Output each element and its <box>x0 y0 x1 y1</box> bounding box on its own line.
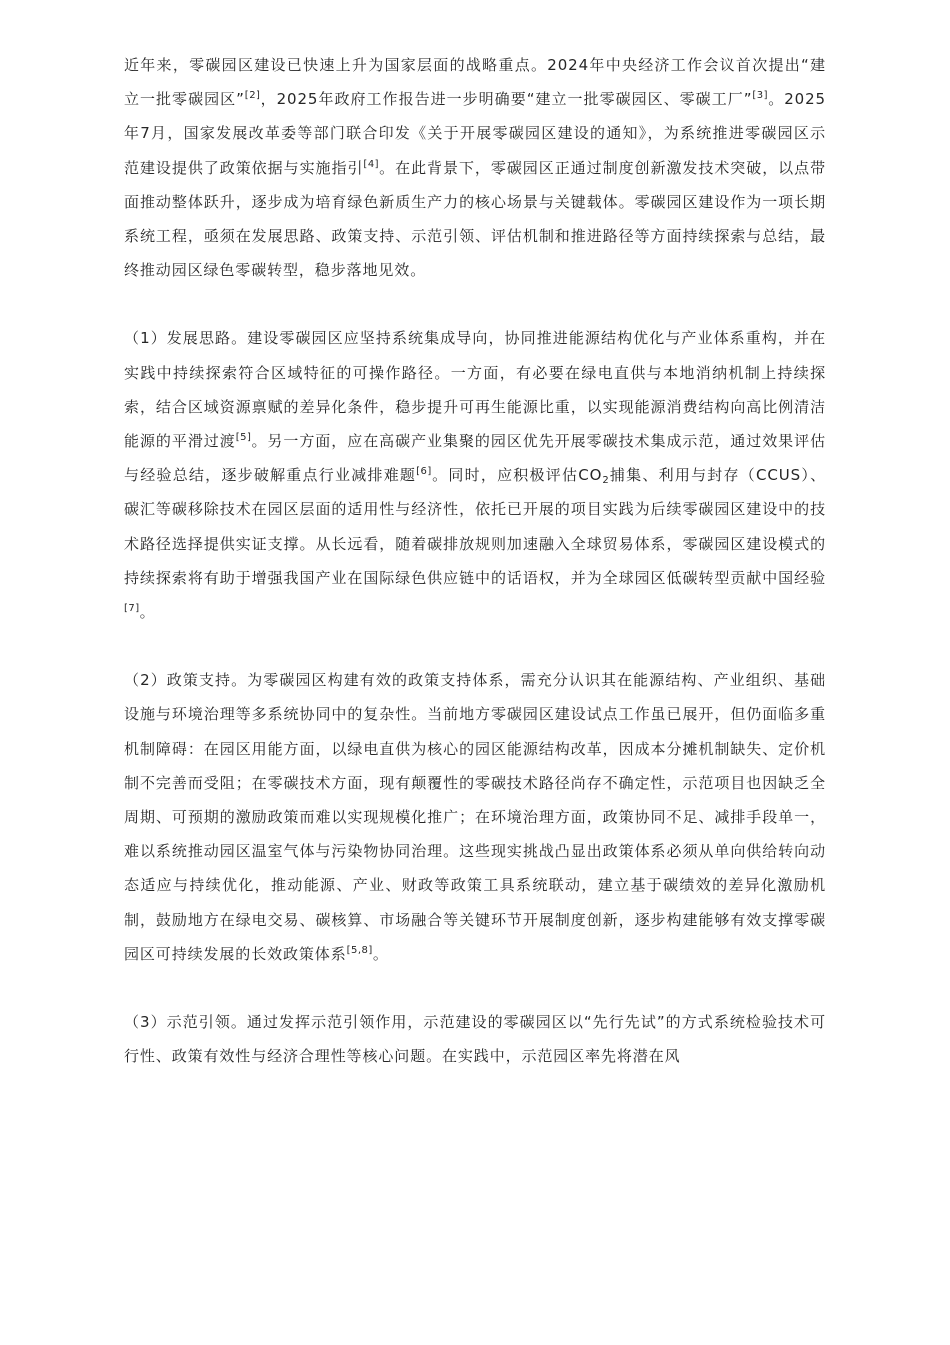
text-run: 。另一方面，应在高碳产业集聚的园区优先开展零碳技术集成示范，通过效果评估与经验总结，逐步破解重点行业减排难题 <box>124 432 826 485</box>
text-run: 近年来，零碳园区建设已快速上升为国家层面的战略重点。2024年中央经济工作会议首次提出“建立一批零碳园区” <box>124 56 826 109</box>
text-run: （3）示范引领。通过发挥示范引领作用，示范建设的零碳园区以“先行先试”的方式系统检验技术可行性、政策有效性与经济合理性等核心问题。在实践中，示范园区率先将潜在风 <box>124 1013 826 1066</box>
citation-ref: [5] <box>235 432 252 444</box>
text-run: 。同时，应积极评估CO <box>431 466 603 485</box>
citation-ref: [5,8] <box>346 944 373 956</box>
subscript: 2 <box>602 475 610 487</box>
text-run: （2）政策支持。为零碳园区构建有效的政策支持体系，需充分认识其在能源结构、产业组织、基础设施与环境治理等多系统协同中的复杂性。当前地方零碳园区建设试点工作虽已展开，但仍面临多重机制障碍：在园区用能方面，以绿电直供为核心的园区能源结构改革，因成本分摊机制缺失、定价机制不完善而受阻；在零碳技术方面，现有颠覆性的零碳技术路径尚存不确定性，示范项目也因缺乏全周期、可预期的激励政策而难以实现规模化推广；在环境治理方面，政策协同不足、减排手段单一，难以系统推动园区温室气体与污染物协同治理。这些现实挑战凸显出政策体系必须从单向供给转向动态适应与持续优化，推动能源、产业、财政等政策工具系统联动，建立基于碳绩效的差异化激励机制，鼓励地方在绿电交易、碳核算、市场融合等关键环节开展制度创新，逐步构建能够有效支撑零碳园区可持续发展的长效政策体系 <box>124 671 826 963</box>
paragraph-intro <box>124 48 826 287</box>
text-run: 捕集、利用与封存（CCUS）、碳汇等碳移除技术在园区层面的适用性与经济性，依托已开展的项目实践为后续零碳园区建设中的技术路径选择提供实证支撑。从长远看，随着碳排放规则加速融入全球贸易体系，零碳园区建设模式的持续探索将有助于增强我国产业在国际绿色供应链中的话语权，并为全球园区低碳转型贡献中国经验 <box>124 466 827 587</box>
text-run: （1）发展思路。建设零碳园区应坚持系统集成导向，协同推进能源结构优化与产业体系重构，并在实践中持续探索符合区域特征的可操作路径。一方面，有必要在绿电直供与本地消纳机制上持续探索，结合区域资源禀赋的差异化条件，稳步提升可再生能源比重，以实现能源消费结构向高比例清洁能源的平滑过渡 <box>124 329 826 451</box>
citation-ref: [7] <box>124 603 140 615</box>
citation-ref: [4] <box>363 158 380 170</box>
text-run: 。 <box>372 944 389 963</box>
citation-ref: [2] <box>244 90 261 102</box>
citation-ref: [3] <box>752 90 769 102</box>
citation-ref: [6] <box>416 466 432 478</box>
text-run: 。2025年7月，国家发展改革委等部门联合印发《关于开展零碳园区建设的通知》，为系统推进零碳园区示范建设提供了政策依据与实施指引 <box>124 90 826 177</box>
paragraph-demonstration-leadership <box>124 1005 826 1073</box>
paragraph-policy-support <box>124 663 826 971</box>
text-run: 。在此背景下，零碳园区正通过制度创新激发技术突破，以点带面推动整体跃升，逐步成为培育绿色新质生产力的核心场景与关键载体。零碳园区建设作为一项长期系统工程，亟须在发展思路、政策支持、示范引领、评估机制和推进路径等方面持续探索与总结，最终推动园区绿色零碳转型，稳步落地见效。 <box>124 158 826 280</box>
paragraph-development-approach <box>124 321 826 629</box>
text-run: 。 <box>139 603 156 622</box>
text-run: ，2025年政府工作报告进一步明确要“建立一批零碳园区、零碳工厂” <box>260 90 753 109</box>
